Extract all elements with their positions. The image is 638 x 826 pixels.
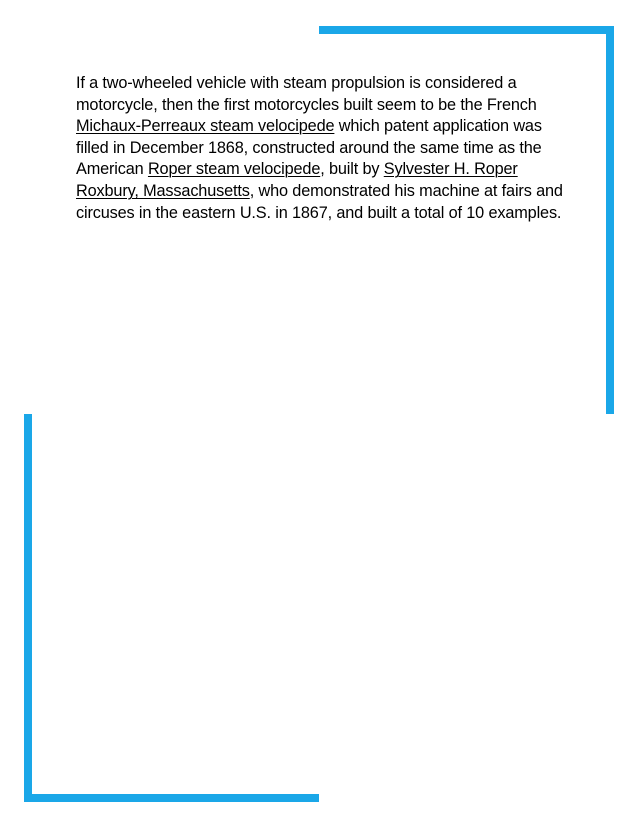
body-paragraph (76, 73, 576, 224)
link-michaux-perreaux-steam-velocipede[interactable]: Michaux-Perreaux steam velocipede (76, 117, 335, 136)
paragraph-line-6 (76, 181, 576, 203)
paragraph-line-5 (76, 159, 576, 181)
paragraph-line-2: motorcycle, then the first motorcycles built seem to be the French (76, 95, 537, 114)
link-sylvester-h-roper[interactable]: Sylvester H. Roper (383, 160, 518, 179)
paragraph-text: , who demonstrated his machine at fairs and (249, 181, 563, 200)
paragraph-line-3 (76, 116, 576, 138)
paragraph-line-7: circuses in the eastern U.S. in 1867, and built a total of 10 examples. (76, 203, 562, 222)
paragraph-text: , built by (320, 160, 384, 179)
paragraph-text: which patent application was (334, 117, 542, 136)
paragraph-line-4: filled in December 1868, constructed around the same time as the (76, 138, 542, 157)
link-roxbury-massachusetts[interactable]: Roxbury, Massachusetts (76, 181, 250, 200)
paragraph-line-1: If a two-wheeled vehicle with steam propulsion is considered a (76, 74, 517, 92)
link-roper-steam-velocipede[interactable]: Roper steam velocipede (147, 160, 321, 179)
paragraph-text: American (76, 160, 148, 179)
